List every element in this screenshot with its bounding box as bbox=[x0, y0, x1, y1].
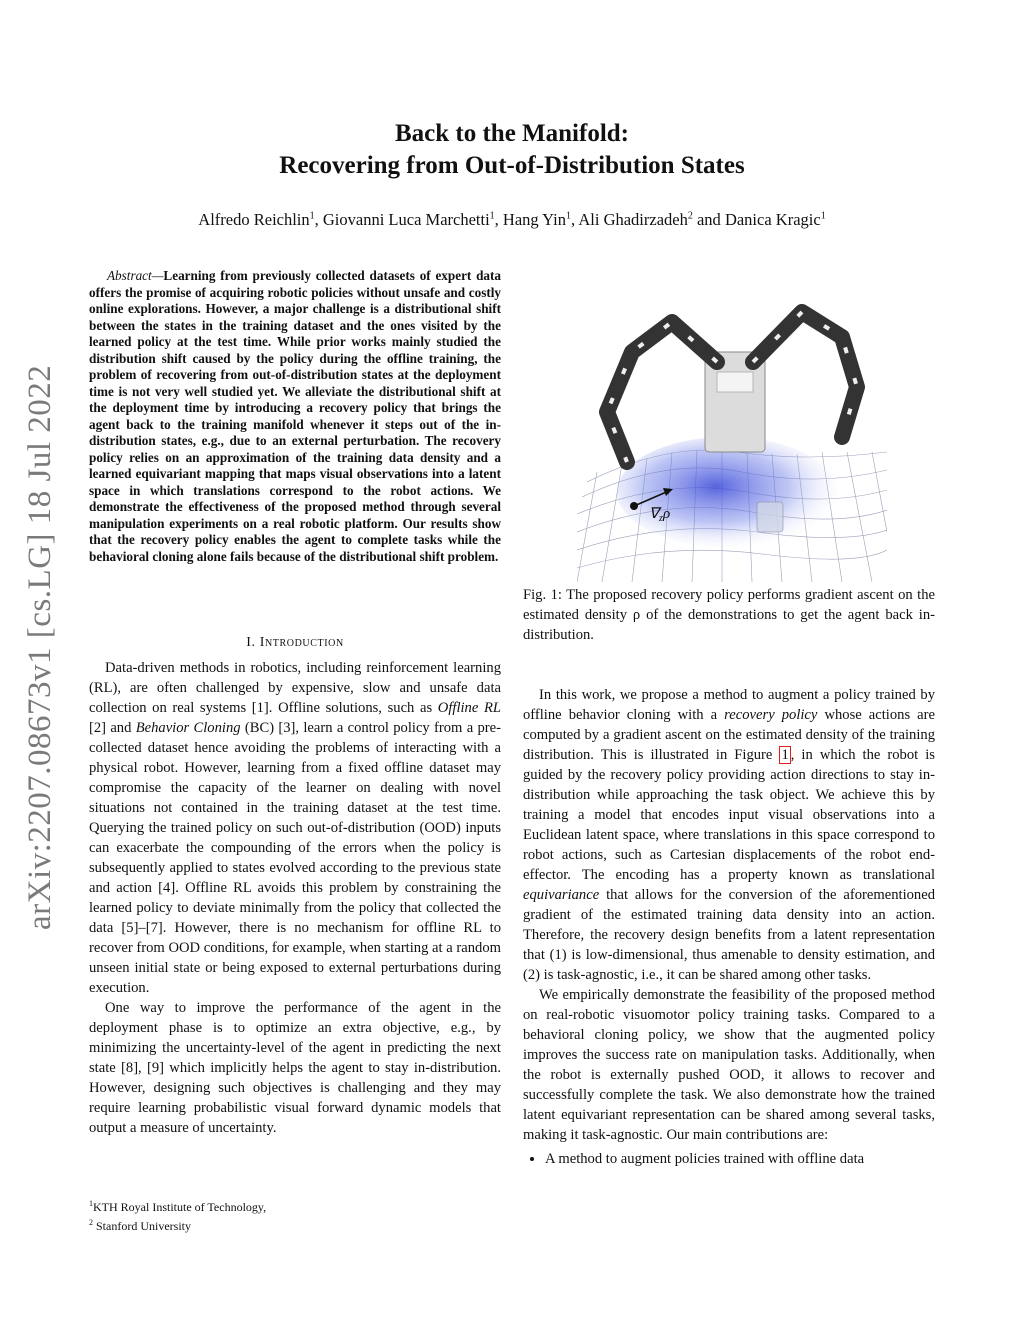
section-number: I. bbox=[246, 635, 260, 650]
abstract-label: Abstract— bbox=[107, 268, 164, 283]
abstract-text: Learning from previously collected datasets of expert data offers the promise of acquiring robotic policies without unsafe and costly online explorations. However, a major challenge is a distributional shift between the states in the training dataset and the ones visited by the learned policy at the test time. While prior works mainly studied the distribution shift caused by the policy during the offline training, the problem of recovering from out-of-distribution states at the deployment time is not very well studied yet. We alleviate the distributional shift at the deployment time by introducing a recovery policy that brings the agent back to the training manifold whenever it steps out of the in-distribution states, e.g., due to an external perturbation. The recovery policy relies on an approximation of the training data density and a learned equivariant mapping that maps visual observations into a latent space in which translations correspond to the robot actions. We demonstrate the effectiveness of the proposed method through several manipulation experiments on a real robotic platform. Our results show that the recovery policy enables the agent to complete tasks while the behavioral cloning alone fails because of the distributional shift problem. bbox=[89, 268, 501, 564]
footnote bbox=[89, 1196, 501, 1215]
paragraph: We empirically demonstrate the feasibility of the proposed method on real-robotic visuomotor policy training tasks. Compared to a behavioral cloning policy, we show that the augmented policy improves the success rate on manipulation tasks. Additionally, when the robot is externally pushed OOD, it allows to recover and successfully complete the task. We also demonstrate how the trained latent equivariant representation can be shared among several tasks, making it task-agnostic. Our main contributions are: bbox=[523, 987, 935, 1143]
subscript-z: z bbox=[659, 513, 663, 524]
arxiv-identifier: arXiv:2207.08673v1 [cs.LG] 18 Jul 2022 bbox=[22, 364, 58, 930]
footnote-mark: 2 bbox=[89, 1218, 93, 1227]
affiliation-mark: 1 bbox=[566, 210, 572, 222]
section-title: Introduction bbox=[259, 635, 344, 650]
affiliation-mark: 2 bbox=[687, 210, 693, 222]
abstract bbox=[89, 268, 501, 565]
author-separator: , bbox=[571, 210, 579, 229]
emphasis: Behavior Cloning bbox=[135, 720, 241, 736]
title-line-2: Recovering from Out-of-Distribution States bbox=[279, 152, 745, 179]
robot-right-arm bbox=[753, 312, 857, 437]
author-separator: and bbox=[692, 210, 725, 229]
footnote bbox=[89, 1215, 501, 1234]
footnote-text: Stanford University bbox=[93, 1219, 191, 1233]
text-run: that allows for the conversion of the aforementioned gradient of the estimated training data density into an action. Therefore, the recovery design benefits from a latent representation that (1) is low-dimensional, thus amenable to density estimation, and (2) is task-agnostic, i.e., it can be shared among other tasks. bbox=[523, 887, 935, 983]
text-run: Data-driven methods in robotics, including reinforcement learning (RL), are often challenged by expensive, slow and unsafe data collection on real systems [1]. Offline solutions, such as bbox=[89, 660, 501, 716]
text-run: [2] and bbox=[89, 720, 136, 736]
footnote-text: KTH Royal Institute of Technology, bbox=[93, 1200, 267, 1214]
author-name: Hang Yin bbox=[502, 210, 567, 229]
paper-title bbox=[0, 118, 1024, 182]
author-name: Alfredo Reichlin bbox=[198, 210, 310, 229]
text-run: In this work, we propose a method to augment a policy trained by offline behavior cloning with a bbox=[523, 687, 935, 723]
figure-robot-density bbox=[577, 292, 887, 582]
figure-caption: Fig. 1: The proposed recovery policy performs gradient ascent on the estimated density ρ of the demonstrations to get the agent back in-distribution. bbox=[523, 587, 935, 643]
contribution-list bbox=[523, 1149, 935, 1169]
paragraph: One way to improve the performance of the agent in the deployment phase is to optimize an extra objective, e.g., by minimizing the uncertainty-level of the agent in predicting the next state [8], [9] which implicitly helps the agent to stay in-distribution. However, designing such objectives is challenging and they may require learning probabilistic visual forward dynamic models that output a measure of uncertainty. bbox=[89, 1000, 501, 1136]
emphasis: equivariance bbox=[523, 887, 600, 903]
paragraph bbox=[523, 685, 935, 985]
text-run: whose actions are computed by a gradient ascent on the estimated density of the training distribution. This is illustrated in Figure bbox=[523, 707, 935, 763]
rho-symbol: ρ bbox=[662, 506, 671, 522]
author-name: Danica Kragic bbox=[724, 210, 821, 229]
emphasis: Offline RL bbox=[437, 700, 501, 716]
author-separator: , bbox=[314, 210, 323, 229]
footnotes bbox=[89, 1196, 501, 1234]
author-name: Ali Ghadirzadeh bbox=[578, 210, 688, 229]
affiliation-mark: 1 bbox=[489, 210, 495, 222]
list-item: • A method to augment policies trained with offline data bbox=[545, 1149, 935, 1169]
right-column-text bbox=[523, 685, 935, 1169]
paragraph bbox=[89, 658, 501, 998]
author-name: Giovanni Luca Marchetti bbox=[322, 210, 490, 229]
affiliation-mark: 1 bbox=[309, 210, 315, 222]
affiliation-mark: 1 bbox=[820, 210, 826, 222]
author-separator: , bbox=[494, 210, 503, 229]
introduction-text bbox=[89, 658, 501, 1138]
emphasis: recovery policy bbox=[724, 707, 818, 723]
title-line-1: Back to the Manifold: bbox=[394, 120, 630, 147]
task-object bbox=[757, 502, 783, 532]
nabla-symbol: ∇ bbox=[649, 506, 660, 522]
section-heading bbox=[89, 635, 501, 651]
text-run: (BC) [3], learn a control policy from a pre-collected dataset hence avoiding the problems of interacting with a physical robot. However, learning from a fixed offline dataset may compromise the capacity of the learner on dealing with novel situations not contained in the training dataset at the test time. Querying the trained policy on such out-of-distribution (OOD) inputs can exacerbate the compounding of the errors when the policy is subsequently applied to states evolved according to the previous state and action [4]. Offline RL avoids this problem by constraining the learned policy to deviate minimally from the policy that collected the data [5]–[7]. However, there is no mechanism for offline RL to recover from OOD conditions, for example, when starting at a random unseen initial state or being exposed to external perturbations during execution. bbox=[89, 720, 501, 996]
text-run: , in which the robot is guided by the recovery policy providing action directions to stay in-distribution while approaching the task object. We achieve this by training a model that encodes input visual observations into a Euclidean latent space, where translations in this space correspond to robot actions, such as Cartesian displacements of the robot end-effector. The encoding has a property known as translational bbox=[523, 747, 935, 883]
author-list bbox=[0, 210, 1024, 230]
footnote-mark: 1 bbox=[89, 1199, 93, 1208]
figure-reference-link[interactable]: 1 bbox=[781, 747, 789, 763]
density-bump bbox=[617, 437, 837, 547]
